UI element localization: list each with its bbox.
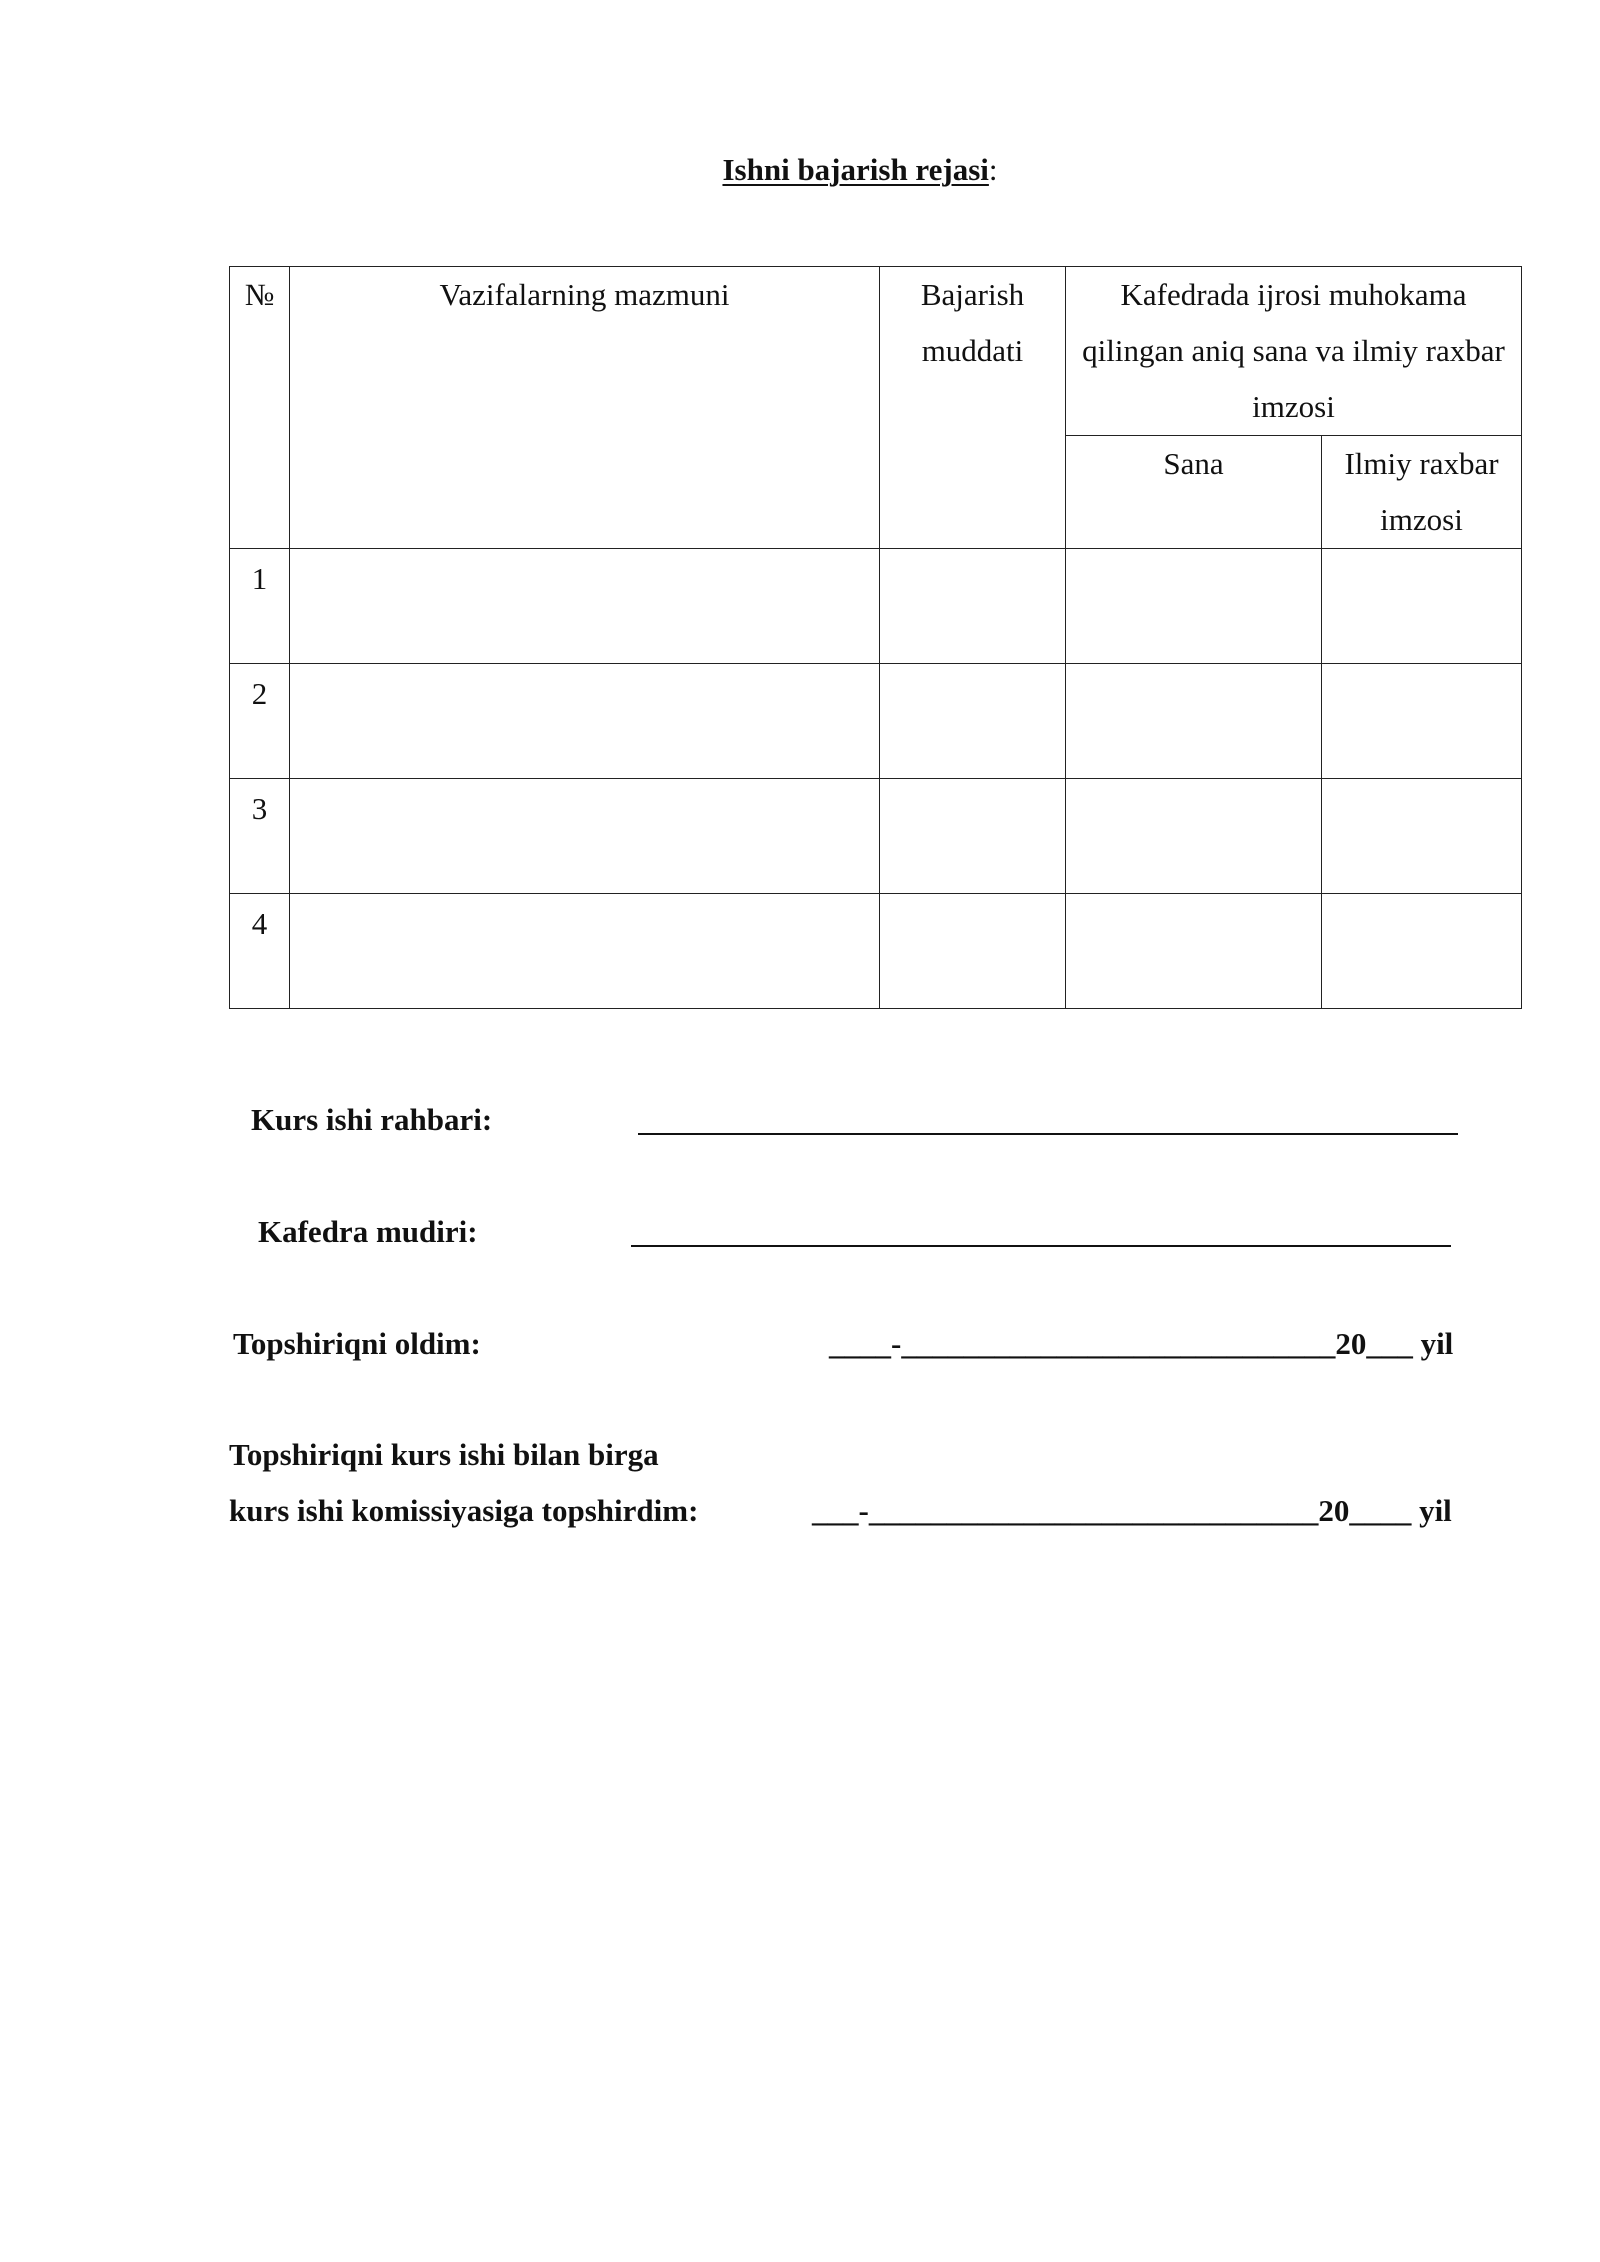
row-task-content-cell[interactable] [290, 664, 880, 779]
department-head-label: Kafedra mudiri: [258, 1214, 478, 1249]
row-signature-cell[interactable] [1322, 894, 1522, 1009]
row-signature-cell[interactable] [1322, 549, 1522, 664]
header-number: № [230, 267, 290, 549]
row-deadline-cell[interactable] [880, 549, 1066, 664]
row-signature-cell[interactable] [1322, 779, 1522, 894]
row-deadline-cell[interactable] [880, 779, 1066, 894]
table-row [230, 664, 1522, 779]
task-received-date[interactable]: ____-____________________________20___ yil [829, 1326, 1454, 1361]
row-task-content-cell[interactable] [290, 549, 880, 664]
table-header-row [230, 267, 1522, 436]
page-title-text: Ishni bajarish rejasi [722, 152, 989, 187]
row-deadline-cell[interactable] [880, 664, 1066, 779]
row-date-cell[interactable] [1066, 664, 1322, 779]
row-number: 2 [230, 664, 290, 779]
supervisor-signature-line[interactable] [638, 1133, 1458, 1135]
row-deadline-cell[interactable] [880, 894, 1066, 1009]
row-date-cell[interactable] [1066, 549, 1322, 664]
row-task-content-cell[interactable] [290, 779, 880, 894]
supervisor-label: Kurs ishi rahbari: [251, 1102, 493, 1137]
row-number: 3 [230, 779, 290, 894]
row-date-cell[interactable] [1066, 779, 1322, 894]
row-task-content-cell[interactable] [290, 894, 880, 1009]
submitted-date[interactable]: ___-_____________________________20____ yil [812, 1493, 1452, 1528]
header-signature: Ilmiy raxbar imzosi [1322, 436, 1522, 549]
table-row [230, 894, 1522, 1009]
table-row [230, 779, 1522, 894]
header-date: Sana [1066, 436, 1322, 549]
row-date-cell[interactable] [1066, 894, 1322, 1009]
submitted-label-line2: kurs ishi komissiyasiga topshirdim: [229, 1493, 699, 1528]
department-head-signature-line[interactable] [631, 1245, 1451, 1247]
table-row [230, 549, 1522, 664]
header-task-content: Vazifalarning mazmuni [290, 267, 880, 549]
work-plan-table [229, 266, 1522, 1009]
row-signature-cell[interactable] [1322, 664, 1522, 779]
header-deadline: Bajarish muddati [880, 267, 1066, 549]
page-title-colon: : [988, 152, 998, 187]
submitted-label-line1: Topshiriqni kurs ishi bilan birga [229, 1437, 659, 1472]
row-number: 1 [230, 549, 290, 664]
task-received-label: Topshiriqni oldim: [233, 1326, 481, 1361]
header-discussion-group: Kafedrada ijrosi muhokama qilingan aniq sana va ilmiy raxbar imzosi [1066, 267, 1522, 436]
row-number: 4 [230, 894, 290, 1009]
page-title [0, 150, 1600, 190]
